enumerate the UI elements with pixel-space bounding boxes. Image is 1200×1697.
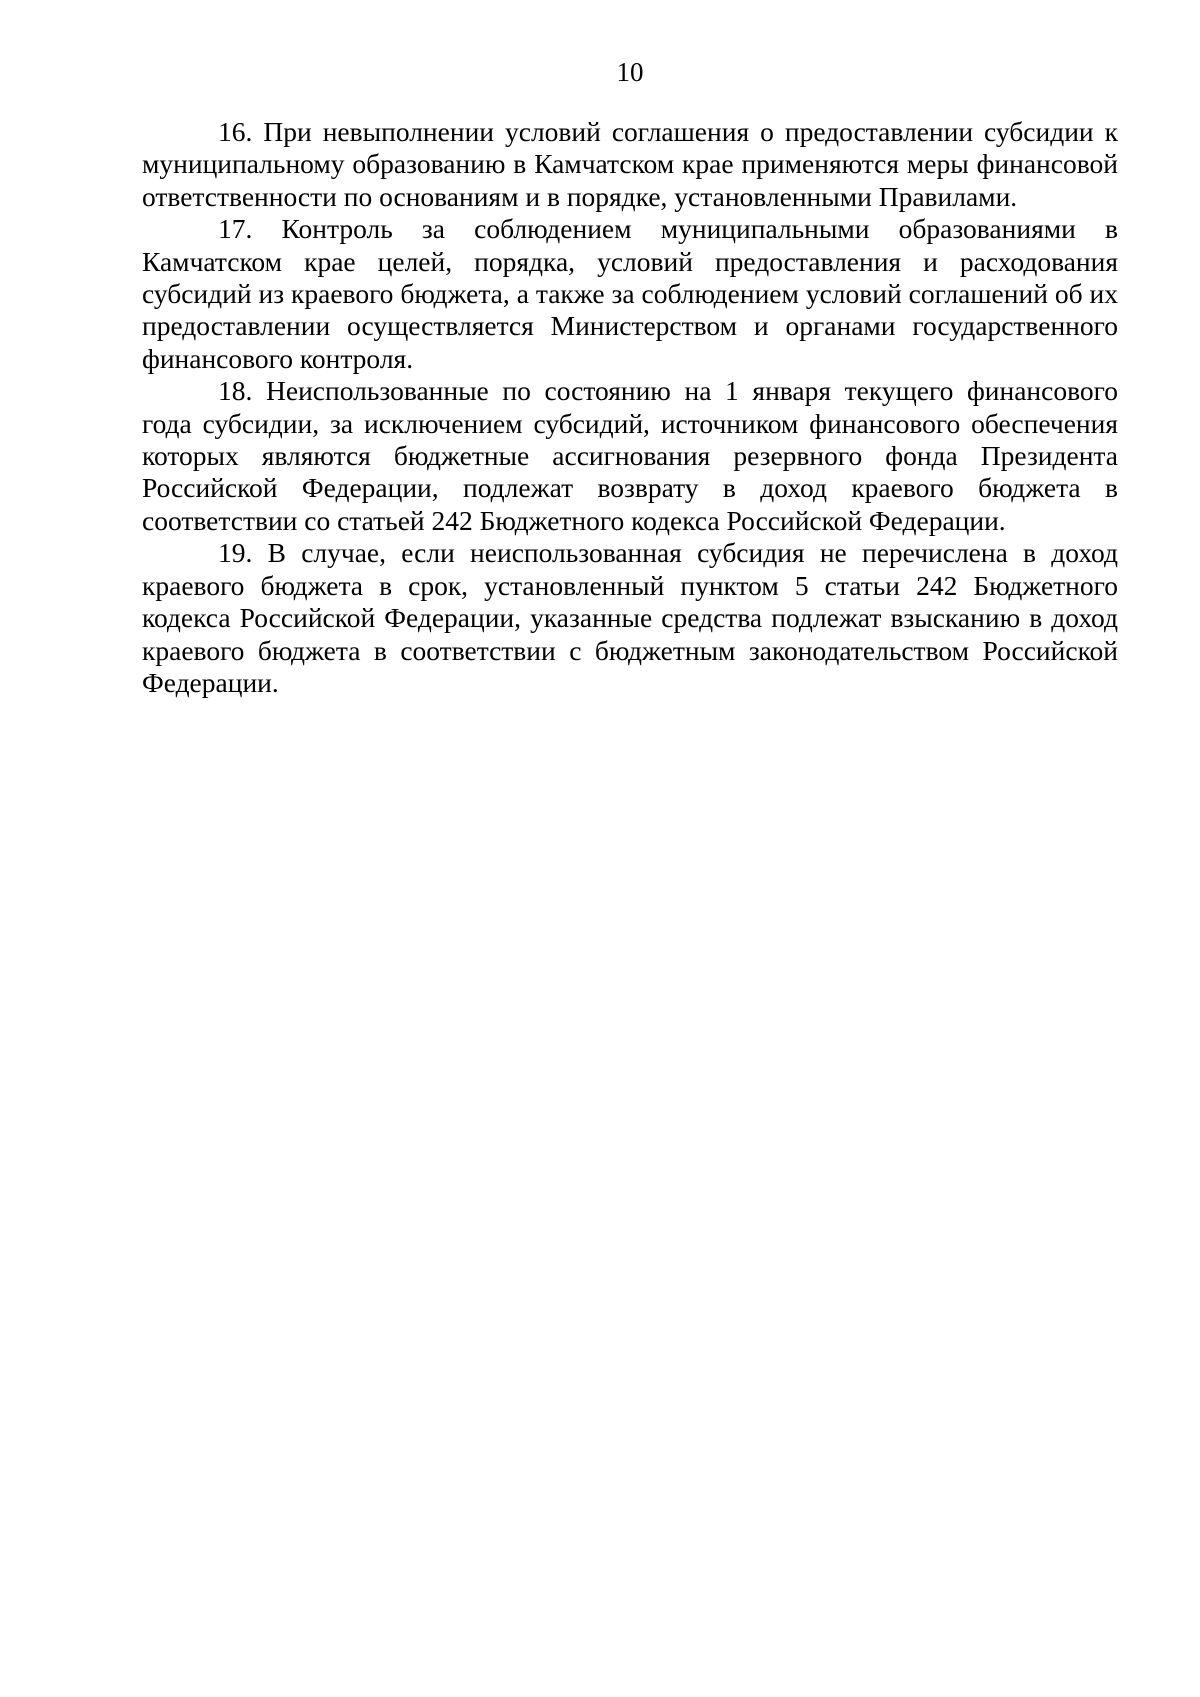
paragraph-17: 17. Контроль за соблюдением муниципальными образованиями в Камчатском крае целей, порядка, условий предоставления и расходования субсидий из краевого бюджета, а также за соблюдением условий соглашений об их предоставлении осуществляется Министерством и органами государственного финансового контроля. [142, 213, 1118, 374]
paragraph-18: 18. Неиспользованные по состоянию на 1 января текущего финансового года субсидии, за исключением субсидий, источником финансового обеспечения которых являются бюджетные ассигнования резервного фонда Президента Российской Федерации, подлежат возврату в доход краевого бюджета в соответствии со статьей 242 Бюджетного кодекса Российской Федерации. [142, 375, 1118, 536]
paragraph-19: 19. В случае, если неиспользованная субсидия не перечислена в доход краевого бюджета в срок, установленный пунктом 5 статьи 242 Бюджетного кодекса Российской Федерации, указанные средства подлежат взысканию в доход краевого бюджета в соответствии с бюджетным законодательством Российской Федерации. [142, 537, 1118, 698]
document-body [142, 116, 1118, 699]
page-number: 10 [616, 57, 644, 87]
paragraph-16: 16. При невыполнении условий соглашения о предоставлении субсидии к муниципальному образованию в Камчатском крае применяются меры финансовой ответственности по основаниям и в порядке, установленными Правилами. [142, 116, 1118, 212]
